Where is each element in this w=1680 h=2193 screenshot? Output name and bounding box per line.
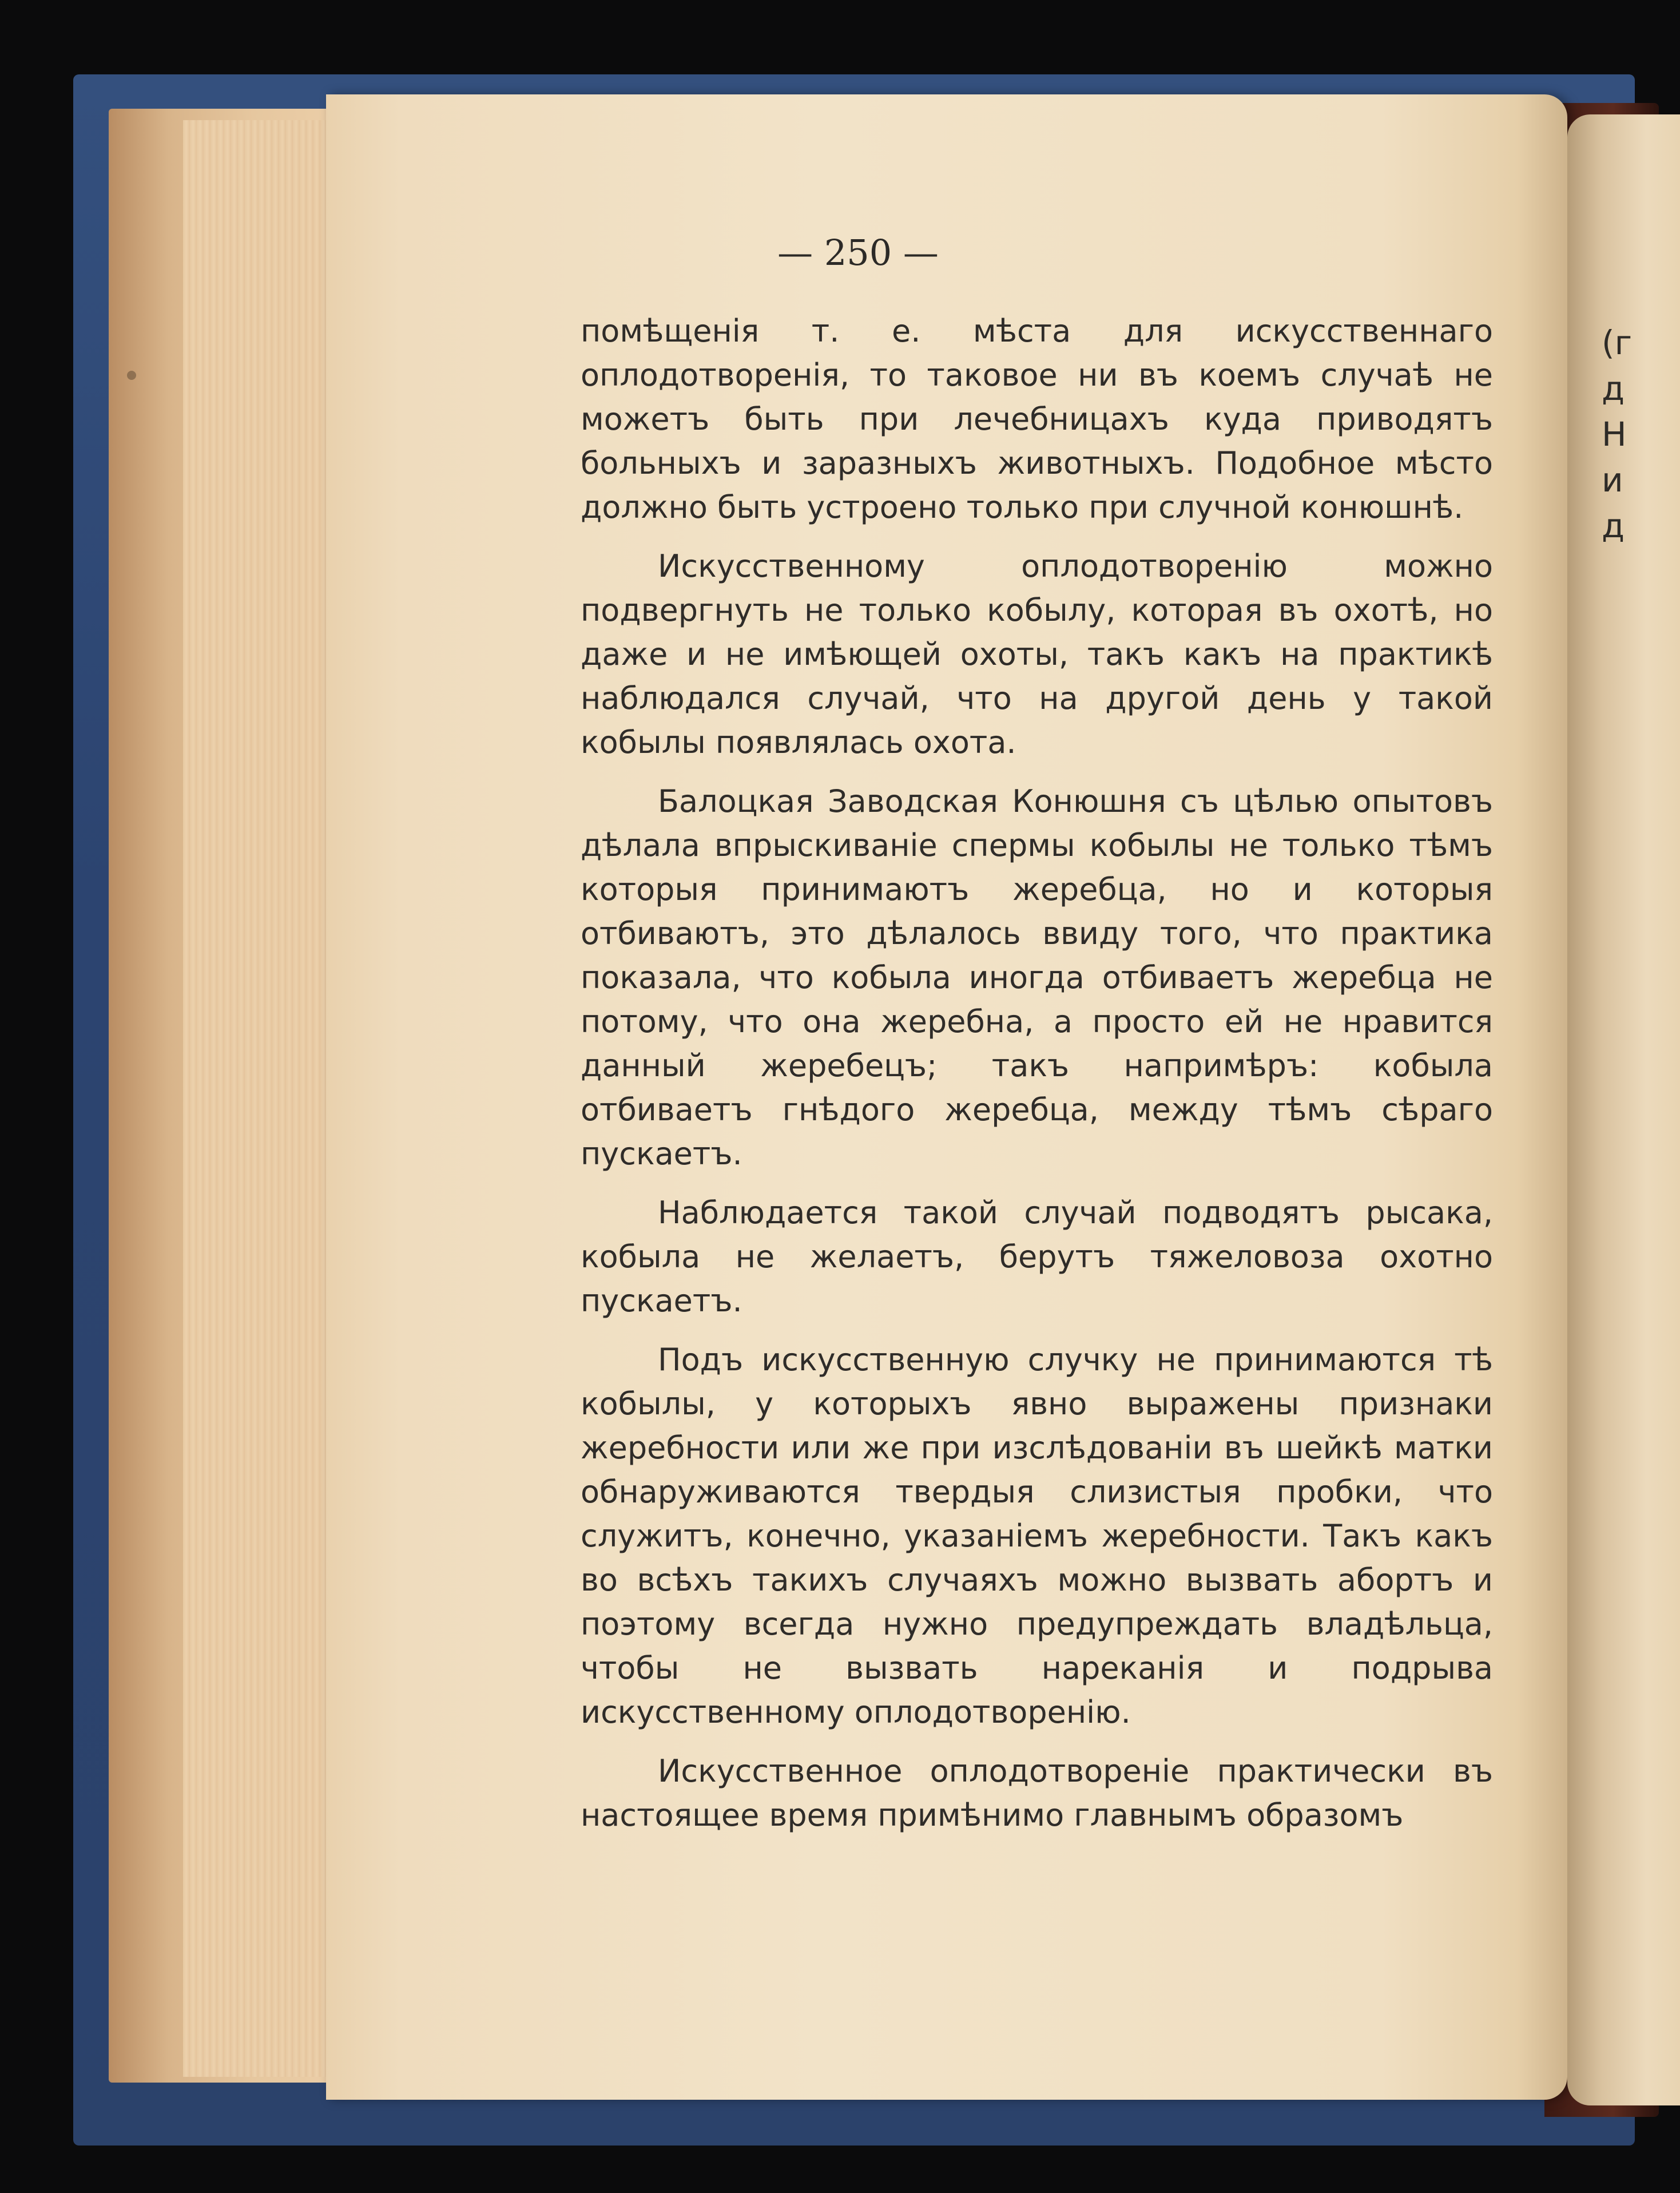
page-text-block	[581, 309, 1493, 1852]
facing-page-fragment: д	[1602, 369, 1625, 408]
facing-page-fragment: и	[1602, 461, 1623, 499]
page-spot	[127, 371, 136, 380]
paragraph: Балоцкая Заводская Конюшня съ цѣлью опытовъ дѣлала впрыскиваніе спермы кобылы не только тѣмъ которыя принимаютъ жеребца, но и которыя отбиваютъ, это дѣлалось ввиду того, что практика показала, что кобыла иногда отбиваетъ жеребца не потому, что она жеребна, а просто ей не нравится данный жеребецъ; такъ напримѣръ: кобыла отбиваетъ гнѣдого жеребца, между тѣмъ сѣраго пускаетъ.	[581, 783, 1493, 1172]
facing-page-fragment: Н	[1602, 415, 1627, 454]
paragraph: Искусственному оплодотворенію можно подвергнуть не только кобылу, которая въ охотѣ, но даже и не имѣющей охоты, такъ какъ на практикѣ наблюдался случай, что на другой день у такой кобылы появлялась охота.	[581, 548, 1493, 760]
facing-page	[1567, 114, 1680, 2105]
paragraph: помѣщенія т. е. мѣста для искусственнаго оплодотворенія, то таковое ни въ коемъ случаѣ не можетъ быть при лечебницахъ куда приводятъ больныхъ и заразныхъ животныхъ. Подобное мѣсто должно быть устроено только при случной конюшнѣ.	[581, 313, 1493, 525]
paragraph: Наблюдается такой случай подводятъ рысака, кобыла не желаетъ, берутъ тяжеловоза охотно пускаетъ.	[581, 1195, 1493, 1319]
facing-page-fragment: (г	[1602, 323, 1633, 362]
paragraph: Искусственное оплодотвореніе практически въ настоящее время примѣнимо главнымъ образомъ	[581, 1753, 1493, 1833]
page-number: — 250 —	[777, 232, 939, 273]
paragraph: Подъ искусственную случку не принимаются тѣ кобылы, у которыхъ явно выражены признаки жеребности или же при изслѣдованіи въ шейкѣ матки обнаруживаются твердыя слизистыя пробки, что служитъ, конечно, указаніемъ жеребности. Такъ какъ во всѣхъ такихъ случаяхъ можно вызвать абортъ и поэтому всегда нужно предупреждать владѣльца, чтобы не вызвать нареканія и подрыва искусственному оплодотворенію.	[581, 1342, 1493, 1730]
facing-page-fragment: д	[1602, 506, 1625, 545]
